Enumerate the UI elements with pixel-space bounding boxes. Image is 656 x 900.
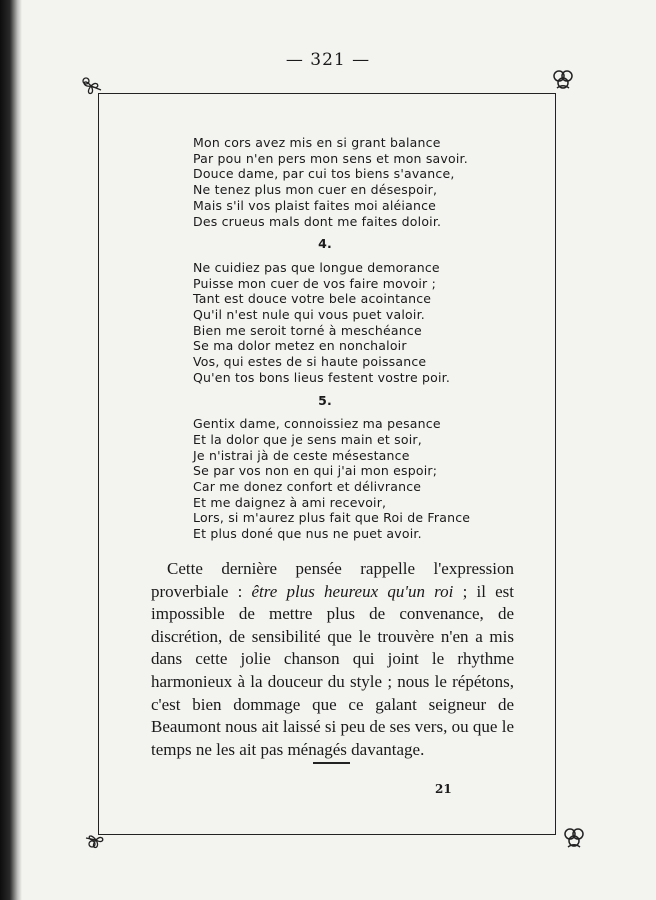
verse-line: Vos, qui estes de si haute poissance [193,354,427,370]
flourish-icon [84,828,108,852]
verse-line: Qu'il n'est nule qui vous puet valoir. [193,307,425,323]
verse-line: Mais s'il vos plaist faites moi aléiance [193,197,437,213]
verse-line: Car me donez confort et délivrance [193,479,422,495]
flourish-icon [551,68,575,92]
verse-line: Douce dame, par cui tos biens s'avance, [193,166,455,182]
verse-line: Puisse mon cuer de vos faire movoir ; [193,275,436,291]
commentary-paragraph [151,558,514,761]
verse-line: Bien me seroit torné à meschéance [193,322,422,338]
verse-line: Et la dolor que je sens main et soir, [193,431,422,447]
stanza-3-tail [193,135,493,229]
binding-shadow [0,0,22,900]
verse-line: Et plus doné que nus ne puet avoir. [193,526,422,542]
poem-verses [193,135,493,542]
stanza-5 [193,416,493,542]
verse-line: Se ma dolor metez en nonchaloir [193,338,407,354]
commentary-text: ; il est impossible de mettre plus de convenance, de discrétion, de sensibilité que le trouvère n'en a mis dans cette jolie chanson qui joint le rhythme harmonieux à la douceur du style ; nous le répétons, c'est bien dommage que ce galant seigneur de Beaumont nous ait laissé si peu de ses vers, ou que le temps ne les ait pas ménagés davantage. [151,581,514,759]
verse-line: Qu'en tos bons lieus festent vostre poir. [193,369,451,385]
verse-line: Des crueus mals dont me faites doloir. [193,213,442,229]
commentary-italic-phrase: être plus heureux qu'un roi [251,581,454,601]
verse-line: Lors, si m'aurez plus fait que Roi de France [193,510,471,526]
verse-line: Par pou n'en pers mon sens et mon savoir. [193,150,468,166]
stanza-4-number: 4. [318,236,332,252]
flourish-icon [79,74,103,98]
stanza-4 [193,260,493,386]
flourish-icon [562,826,586,850]
verse-line: Et me daignez à ami recevoir, [193,494,387,510]
verse-line: Tant est douce votre bele acointance [193,291,432,307]
signature-mark: 21 [435,782,452,796]
verse-line: Ne tenez plus mon cuer en désespoir, [193,182,438,198]
stanza-5-number: 5. [318,392,332,408]
commentary-text: Cette dernière pensée rappelle l'expression proverbiale : [151,559,514,601]
verse-line: Gentix dame, connoissiez ma pesance [193,416,441,432]
verse-line: Se par vos non en qui j'ai mon espoir; [193,463,438,479]
verse-line: Ne cuidiez pas que longue demorance [193,259,440,275]
verse-line: Je n'istrai jà de ceste mésestance [193,447,410,463]
verse-line: Mon cors avez mis en si grant balance [193,135,441,150]
page-number: — 321 — [285,50,371,70]
section-separator [313,762,350,764]
